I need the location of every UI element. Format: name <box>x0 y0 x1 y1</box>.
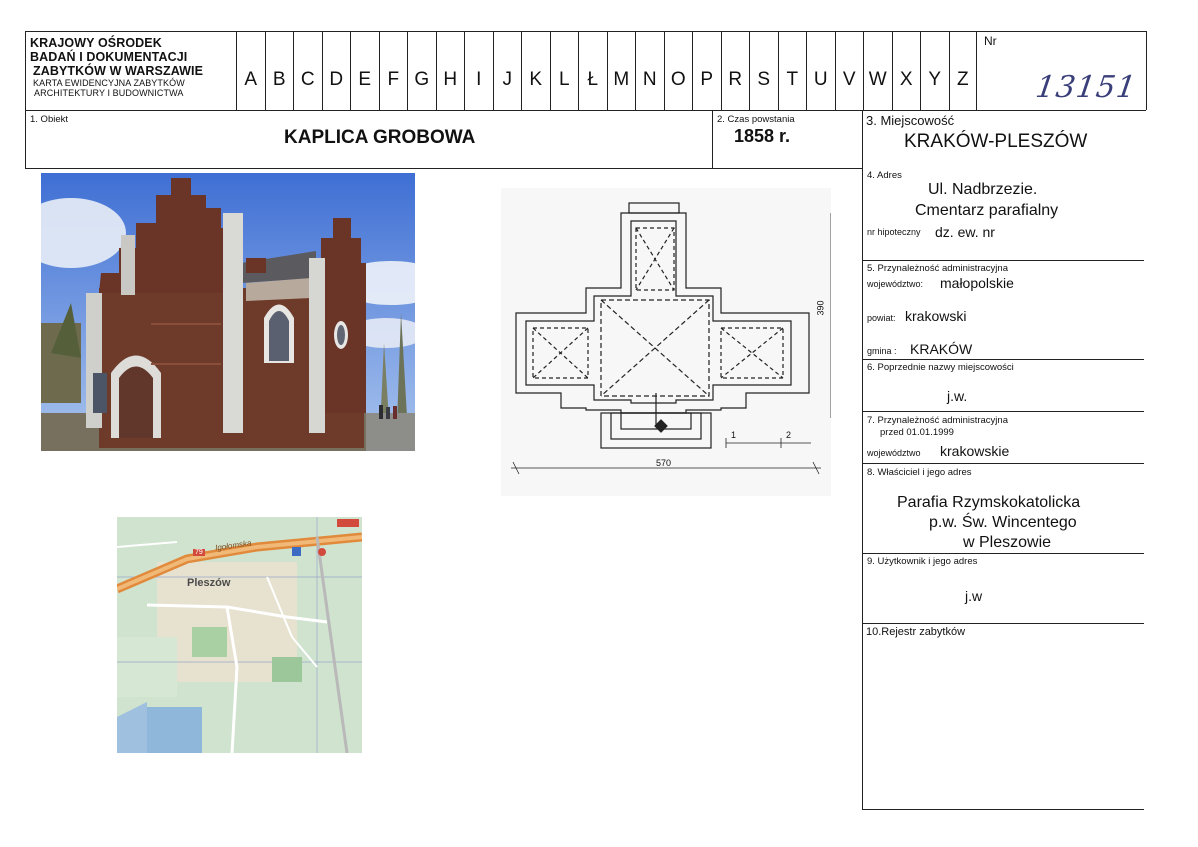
institution-block <box>30 36 235 98</box>
letter-cell: G <box>407 31 436 110</box>
adres-label: 4. Adres <box>867 170 902 181</box>
miejscowosc-value: KRAKÓW-PLESZÓW <box>904 131 1088 152</box>
letter-cell: U <box>806 31 835 110</box>
map-town-label: Pleszów <box>187 577 231 589</box>
obiekt-value: KAPLICA GROBOWA <box>284 127 476 148</box>
hipoteczny-value: dz. ew. nr <box>935 224 995 240</box>
bottom-border <box>862 809 1144 810</box>
header-bottom-border <box>25 110 1146 111</box>
floor-plan <box>501 188 831 496</box>
przynaleznosc-label: 5. Przynależność administracyjna <box>867 263 1008 274</box>
gmina-label: gmina : <box>867 346 897 356</box>
obiekt-label: 1. Obiekt <box>30 114 69 125</box>
divider-czas <box>712 110 713 168</box>
czas-label: 2. Czas powstania <box>717 114 795 125</box>
letter-cell: V <box>835 31 864 110</box>
letter-cell: X <box>892 31 921 110</box>
letter-cell: F <box>379 31 408 110</box>
hipoteczny-label: nr hipoteczny <box>867 227 921 237</box>
letter-cell: J <box>493 31 522 110</box>
letter-cell: W <box>863 31 892 110</box>
location-map <box>117 517 362 753</box>
poprzednie-label: 6. Poprzednie nazwy miejscowości <box>867 362 1014 373</box>
wlasciciel-line-1: Parafia Rzymskokatolicka <box>897 494 1081 511</box>
wojewodztwo-1999-label: województwo <box>867 448 921 458</box>
letter-cell: I <box>464 31 493 110</box>
uzytkownik-label: 9. Użytkownik i jego adres <box>867 556 978 567</box>
wojewodztwo-value: małopolskie <box>940 275 1014 291</box>
institution-line-4: KARTA EWIDENCYJNA ZABYTKÓW <box>33 78 185 88</box>
institution-line-1: KRAJOWY OŚRODEK <box>30 36 162 50</box>
plan-width-dimension: 570 <box>656 458 672 468</box>
letter-cell: N <box>635 31 664 110</box>
letter-cell: Ł <box>578 31 607 110</box>
letter-cell: C <box>293 31 322 110</box>
wlasciciel-line-3: w Pleszowie <box>963 534 1052 551</box>
przynaleznosc-1999-label-1: 7. Przynależność administracyjna <box>867 415 1008 426</box>
wojewodztwo-label: województwo: <box>867 279 924 289</box>
plan-section-1: 1 <box>731 430 737 440</box>
nr-value: 13151 <box>1033 70 1139 105</box>
chapel-photo <box>41 173 415 451</box>
letter-cell: A <box>236 31 265 110</box>
poprzednie-value: j.w. <box>947 388 968 404</box>
plan-section-2: 2 <box>786 430 792 440</box>
wlasciciel-label: 8. Właściciel i jego adres <box>867 467 972 478</box>
przynaleznosc-1999-label-2: przed 01.01.1999 <box>880 427 954 438</box>
divider-4 <box>862 260 1144 261</box>
rejestr-label: 10.Rejestr zabytków <box>866 626 966 638</box>
institution-line-3: ZABYTKÓW W WARSZAWIE <box>33 64 204 78</box>
adres-line-1: Ul. Nadbrzezie. <box>928 181 1038 198</box>
nr-label: Nr <box>984 34 997 48</box>
divider-5 <box>862 359 1144 360</box>
letter-cell: M <box>607 31 636 110</box>
letter-cell: D <box>322 31 351 110</box>
divider-9 <box>862 623 1144 624</box>
institution-line-5: ARCHITEKTURY I BUDOWNICTWA <box>34 88 184 98</box>
letter-cell: R <box>721 31 750 110</box>
divider-6 <box>862 411 1144 412</box>
miejscowosc-label: 3. Miejscowość <box>866 113 955 128</box>
row1-bottom-border <box>25 168 862 169</box>
uzytkownik-value: j.w <box>965 588 983 604</box>
institution-line-2: BADAŃ I DOKUMENTACJI <box>30 50 188 64</box>
letter-cell: P <box>692 31 721 110</box>
letter-cell: S <box>749 31 778 110</box>
adres-line-2: Cmentarz parafialny <box>915 202 1059 219</box>
wojewodztwo-1999-value: krakowskie <box>940 443 1010 459</box>
gmina-value: KRAKÓW <box>910 341 973 357</box>
divider-7 <box>862 463 1144 464</box>
wlasciciel-line-2: p.w. Św. Wincentego <box>929 514 1077 531</box>
alphabet-index <box>236 31 977 110</box>
powiat-value: krakowski <box>905 308 967 324</box>
letter-cell: Z <box>949 31 978 110</box>
letter-cell: H <box>436 31 465 110</box>
letter-cell: K <box>521 31 550 110</box>
plan-height-dimension: 390 <box>815 300 826 316</box>
letter-cell: B <box>265 31 294 110</box>
czas-value: 1858 r. <box>734 126 791 146</box>
powiat-label: powiat: <box>867 313 896 323</box>
letter-cell: O <box>664 31 693 110</box>
map-road-number: 79 <box>195 549 203 556</box>
right-column-border <box>862 110 863 810</box>
letter-cell: E <box>350 31 379 110</box>
map-road-label: Igołomska <box>214 538 252 553</box>
right-border <box>1146 31 1147 110</box>
letter-cell: Y <box>920 31 949 110</box>
letter-cell: L <box>550 31 579 110</box>
divider-8 <box>862 553 1144 554</box>
letter-cell: T <box>778 31 807 110</box>
left-border <box>25 31 26 169</box>
